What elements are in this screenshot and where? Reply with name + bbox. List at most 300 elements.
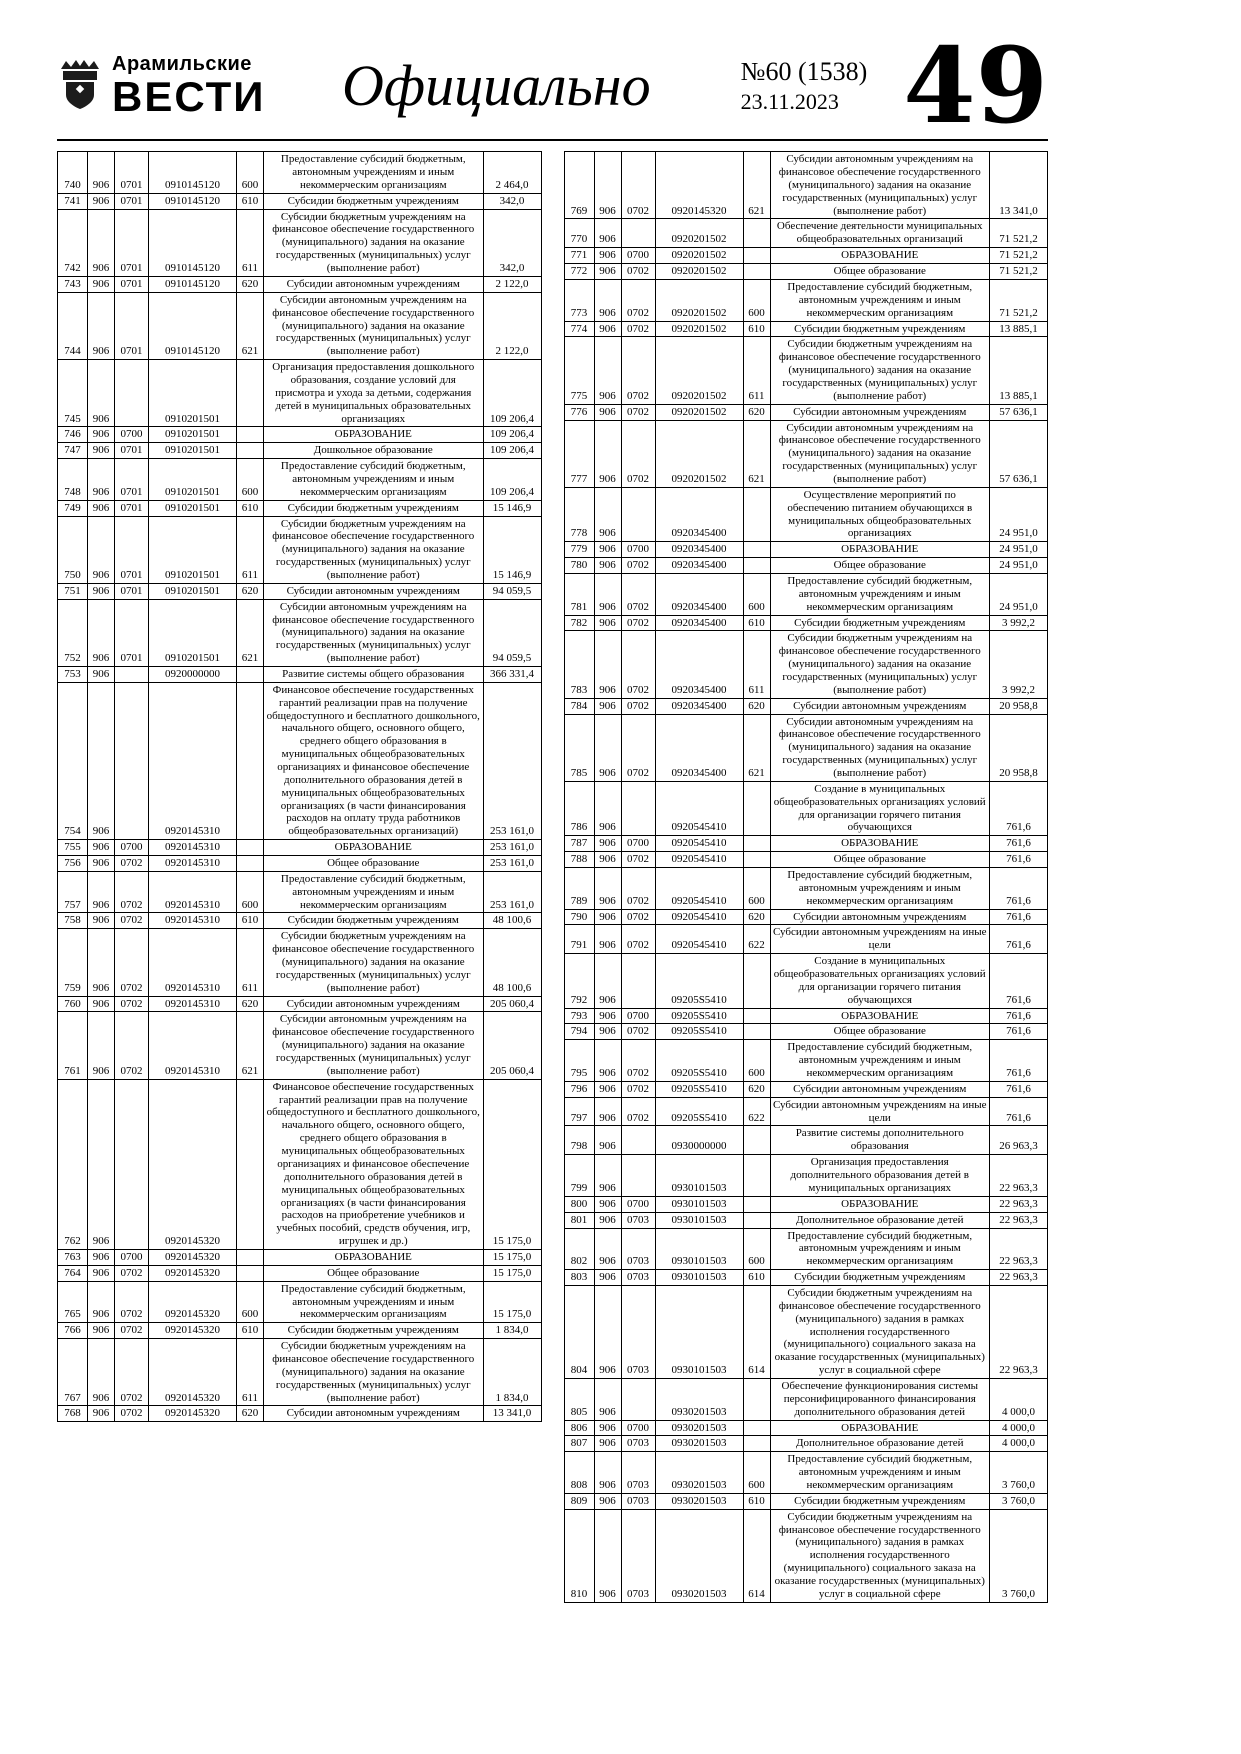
target-article-code: 0920201502 xyxy=(655,420,743,487)
section-code xyxy=(621,954,655,1008)
section-code: 0702 xyxy=(621,337,655,404)
section-code: 0702 xyxy=(621,1097,655,1126)
amount: 71 521,2 xyxy=(990,248,1048,264)
table-row xyxy=(58,840,542,856)
row-number: 807 xyxy=(564,1436,594,1452)
amount: 57 636,1 xyxy=(990,404,1048,420)
description: Субсидии бюджетным учреждениям на финансовое обеспечение государственного (муниципального) задания на оказание государственных (муниципальных) услуг (выполнение работ) xyxy=(264,516,484,583)
section-code: 0702 xyxy=(115,1339,149,1406)
target-article-code: 0920145310 xyxy=(149,913,237,929)
section-code: 0703 xyxy=(621,1452,655,1494)
row-number: 794 xyxy=(564,1024,594,1040)
table-row xyxy=(564,219,1048,248)
expense-type-code: 621 xyxy=(237,292,264,359)
target-article-code: 0920345400 xyxy=(655,615,743,631)
target-article-code: 0920145320 xyxy=(149,1339,237,1406)
description: Предоставление субсидий бюджетным, автономным учреждениям и иным некоммерческим организациям xyxy=(770,279,990,321)
expense-type-code xyxy=(743,1024,770,1040)
page-number: 49 xyxy=(903,24,1048,147)
amount: 20 958,8 xyxy=(990,714,1048,781)
target-article-code: 0920545410 xyxy=(655,852,743,868)
description: Общее образование xyxy=(770,264,990,280)
budget-table-left xyxy=(57,151,542,1422)
section-code: 0700 xyxy=(621,1420,655,1436)
section-code: 0700 xyxy=(115,427,149,443)
row-number: 772 xyxy=(564,264,594,280)
target-article-code: 09205S5410 xyxy=(655,1097,743,1126)
target-article-code: 0920201502 xyxy=(655,219,743,248)
grbs-code: 906 xyxy=(88,1339,115,1406)
table-row xyxy=(564,542,1048,558)
grbs-code: 906 xyxy=(88,871,115,913)
grbs-code: 906 xyxy=(88,1281,115,1323)
target-article-code: 0930101503 xyxy=(655,1212,743,1228)
amount: 22 963,3 xyxy=(990,1212,1048,1228)
target-article-code: 0920545410 xyxy=(655,909,743,925)
table-row xyxy=(58,1265,542,1281)
grbs-code: 906 xyxy=(88,360,115,427)
expense-type-code: 600 xyxy=(237,152,264,194)
expense-type-code: 610 xyxy=(743,615,770,631)
section-code: 0703 xyxy=(621,1228,655,1270)
target-article-code: 0930101503 xyxy=(655,1228,743,1270)
row-number: 779 xyxy=(564,542,594,558)
target-article-code: 0910201501 xyxy=(149,516,237,583)
amount: 24 951,0 xyxy=(990,542,1048,558)
table-row xyxy=(58,209,542,276)
grbs-code: 906 xyxy=(594,487,621,541)
description: Субсидии бюджетным учреждениям на финансовое обеспечение государственного (муниципального) задания на оказание государственных (муниципальных) услуг (выполнение работ) xyxy=(770,337,990,404)
amount: 48 100,6 xyxy=(483,913,541,929)
row-number: 809 xyxy=(564,1493,594,1509)
expense-type-code: 622 xyxy=(743,1097,770,1126)
table-row xyxy=(564,404,1048,420)
grbs-code: 906 xyxy=(594,1097,621,1126)
table-row xyxy=(564,698,1048,714)
row-number: 780 xyxy=(564,558,594,574)
table-row xyxy=(564,836,1048,852)
row-number: 797 xyxy=(564,1097,594,1126)
description: ОБРАЗОВАНИЕ xyxy=(264,427,484,443)
grbs-code: 906 xyxy=(594,321,621,337)
target-article-code: 0920545410 xyxy=(655,781,743,835)
amount: 205 060,4 xyxy=(483,1012,541,1079)
table-row xyxy=(564,1436,1048,1452)
expense-type-code xyxy=(743,954,770,1008)
table-row xyxy=(58,583,542,599)
row-number: 805 xyxy=(564,1378,594,1420)
description: Субсидии автономным учреждениям xyxy=(770,1081,990,1097)
table-row xyxy=(58,913,542,929)
description: Субсидии бюджетным учреждениям xyxy=(264,1323,484,1339)
section-code: 0700 xyxy=(621,248,655,264)
expense-type-code: 600 xyxy=(237,871,264,913)
description: ОБРАЗОВАНИЕ xyxy=(770,542,990,558)
description: Дошкольное образование xyxy=(264,443,484,459)
target-article-code: 0910145120 xyxy=(149,152,237,194)
expense-type-code: 600 xyxy=(743,1452,770,1494)
issue-number: №60 (1538) xyxy=(740,56,868,86)
amount: 3 760,0 xyxy=(990,1493,1048,1509)
section-code: 0701 xyxy=(115,276,149,292)
grbs-code: 906 xyxy=(594,836,621,852)
issue-date: 23.11.2023 xyxy=(740,89,839,115)
row-number: 761 xyxy=(58,1012,88,1079)
description: ОБРАЗОВАНИЕ xyxy=(770,1008,990,1024)
description: Обеспечение деятельности муниципальных общеобразовательных организаций xyxy=(770,219,990,248)
expense-type-code: 621 xyxy=(237,599,264,666)
expense-type-code: 610 xyxy=(743,1493,770,1509)
target-article-code: 0920145320 xyxy=(149,1281,237,1323)
target-article-code: 0920145310 xyxy=(149,929,237,996)
row-number: 803 xyxy=(564,1270,594,1286)
section-code xyxy=(621,1126,655,1155)
expense-type-code xyxy=(743,1420,770,1436)
target-article-code: 0920345400 xyxy=(655,631,743,698)
table-row xyxy=(58,1323,542,1339)
section-code: 0703 xyxy=(621,1285,655,1378)
amount: 71 521,2 xyxy=(990,279,1048,321)
row-number: 740 xyxy=(58,152,88,194)
description: Предоставление субсидий бюджетным, автономным учреждениям и иным некоммерческим организациям xyxy=(770,868,990,910)
table-row xyxy=(564,279,1048,321)
expense-type-code: 600 xyxy=(743,1040,770,1082)
row-number: 767 xyxy=(58,1339,88,1406)
row-number: 754 xyxy=(58,682,88,839)
row-number: 791 xyxy=(564,925,594,954)
expense-type-code xyxy=(237,1079,264,1249)
amount: 57 636,1 xyxy=(990,420,1048,487)
description: Субсидии бюджетным учреждениям на финансовое обеспечение государственного (муниципального) задания на оказание государственных (муниципальных) услуг (выполнение работ) xyxy=(770,631,990,698)
expense-type-code xyxy=(743,852,770,868)
issue-block xyxy=(741,56,868,116)
expense-type-code: 600 xyxy=(743,573,770,615)
amount: 22 963,3 xyxy=(990,1270,1048,1286)
expense-type-code xyxy=(743,781,770,835)
grbs-code: 906 xyxy=(88,1406,115,1422)
description: Субсидии бюджетным учреждениям на финансовое обеспечение государственного (муниципального) задания на оказание государственных (муниципальных) услуг (выполнение работ) xyxy=(264,1339,484,1406)
row-number: 768 xyxy=(58,1406,88,1422)
description: Субсидии автономным учреждениям на финансовое обеспечение государственного (муниципального) задания на оказание государственных (муниципальных) услуг (выполнение работ) xyxy=(770,714,990,781)
expense-type-code: 620 xyxy=(743,909,770,925)
grbs-code: 906 xyxy=(594,248,621,264)
section-code: 0702 xyxy=(115,1323,149,1339)
description: Субсидии автономным учреждениям xyxy=(264,583,484,599)
table-row xyxy=(58,1012,542,1079)
target-article-code: 0930101503 xyxy=(655,1196,743,1212)
expense-type-code xyxy=(237,856,264,872)
expense-type-code xyxy=(743,1155,770,1197)
expense-type-code: 611 xyxy=(237,209,264,276)
table-row xyxy=(564,852,1048,868)
description: Субсидии бюджетным учреждениям на финансовое обеспечение государственного (муниципального) задания на оказание государственных (муниципальных) услуг (выполнение работ) xyxy=(264,209,484,276)
section-code: 0700 xyxy=(115,840,149,856)
section-code: 0702 xyxy=(621,615,655,631)
grbs-code: 906 xyxy=(594,631,621,698)
grbs-code: 906 xyxy=(88,583,115,599)
section-code: 0700 xyxy=(115,1249,149,1265)
section-code: 0702 xyxy=(115,856,149,872)
grbs-code: 906 xyxy=(594,279,621,321)
section-code: 0703 xyxy=(621,1436,655,1452)
section-code xyxy=(115,666,149,682)
section-code: 0702 xyxy=(115,1406,149,1422)
description: Субсидии бюджетным учреждениям xyxy=(264,500,484,516)
target-article-code: 0920201502 xyxy=(655,279,743,321)
amount: 761,6 xyxy=(990,1081,1048,1097)
target-article-code: 0920345400 xyxy=(655,698,743,714)
grbs-code: 906 xyxy=(594,558,621,574)
row-number: 766 xyxy=(58,1323,88,1339)
row-number: 742 xyxy=(58,209,88,276)
target-article-code: 0920345400 xyxy=(655,714,743,781)
section-code: 0701 xyxy=(115,443,149,459)
section-code: 0701 xyxy=(115,209,149,276)
target-article-code: 0920145310 xyxy=(149,996,237,1012)
expense-type-code: 610 xyxy=(743,321,770,337)
grbs-code: 906 xyxy=(88,427,115,443)
section-code: 0701 xyxy=(115,516,149,583)
amount: 15 146,9 xyxy=(483,516,541,583)
row-number: 798 xyxy=(564,1126,594,1155)
target-article-code: 0930000000 xyxy=(655,1126,743,1155)
expense-type-code: 600 xyxy=(743,868,770,910)
section-code: 0702 xyxy=(115,913,149,929)
grbs-code: 906 xyxy=(88,929,115,996)
row-number: 751 xyxy=(58,583,88,599)
amount: 3 760,0 xyxy=(990,1509,1048,1602)
description: ОБРАЗОВАНИЕ xyxy=(264,1249,484,1265)
target-article-code: 09205S5410 xyxy=(655,1081,743,1097)
grbs-code: 906 xyxy=(88,152,115,194)
row-number: 747 xyxy=(58,443,88,459)
table-row xyxy=(564,1040,1048,1082)
description: Дополнительное образование детей xyxy=(770,1212,990,1228)
target-article-code: 0920201502 xyxy=(655,404,743,420)
table-row xyxy=(58,360,542,427)
table-row xyxy=(564,487,1048,541)
grbs-code: 906 xyxy=(88,996,115,1012)
amount: 253 161,0 xyxy=(483,856,541,872)
section-code xyxy=(621,1378,655,1420)
brand-name-label: ВЕСТИ xyxy=(112,72,266,120)
description: Общее образование xyxy=(770,852,990,868)
grbs-code: 906 xyxy=(594,1196,621,1212)
newspaper-brand xyxy=(57,54,272,118)
target-article-code: 0920545410 xyxy=(655,836,743,852)
grbs-code: 906 xyxy=(594,219,621,248)
description: Субсидии бюджетным учреждениям на финансовое обеспечение государственного (муниципального) задания в рамках исполнения государственного (муниципального) социального заказа на оказание государственных (муниципальных) услуг в социальной сфере xyxy=(770,1509,990,1602)
section-code: 0703 xyxy=(621,1509,655,1602)
row-number: 762 xyxy=(58,1079,88,1249)
grbs-code: 906 xyxy=(594,1008,621,1024)
grbs-code: 906 xyxy=(594,1285,621,1378)
brand-text xyxy=(112,54,265,118)
amount: 3 760,0 xyxy=(990,1452,1048,1494)
description: ОБРАЗОВАНИЕ xyxy=(770,836,990,852)
row-number: 804 xyxy=(564,1285,594,1378)
amount: 13 341,0 xyxy=(990,152,1048,219)
target-article-code: 0920145320 xyxy=(149,1249,237,1265)
table-row xyxy=(564,868,1048,910)
amount: 15 175,0 xyxy=(483,1249,541,1265)
amount: 253 161,0 xyxy=(483,840,541,856)
expense-type-code: 611 xyxy=(237,516,264,583)
amount: 253 161,0 xyxy=(483,871,541,913)
expense-type-code xyxy=(743,542,770,558)
expense-type-code: 600 xyxy=(237,1281,264,1323)
amount: 20 958,8 xyxy=(990,698,1048,714)
table-row xyxy=(564,1493,1048,1509)
description: Создание в муниципальных общеобразовательных организациях условий для организации горячего питания обучающихся xyxy=(770,954,990,1008)
target-article-code: 09205S5410 xyxy=(655,1008,743,1024)
expense-type-code xyxy=(743,836,770,852)
row-number: 808 xyxy=(564,1452,594,1494)
section-code: 0701 xyxy=(115,500,149,516)
grbs-code: 906 xyxy=(594,264,621,280)
grbs-code: 906 xyxy=(88,500,115,516)
target-article-code: 0920145320 xyxy=(655,152,743,219)
content-columns xyxy=(57,151,1048,1603)
amount: 761,6 xyxy=(990,954,1048,1008)
target-article-code: 0920145320 xyxy=(149,1265,237,1281)
row-number: 790 xyxy=(564,909,594,925)
target-article-code: 0930201503 xyxy=(655,1493,743,1509)
expense-type-code xyxy=(237,360,264,427)
section-code: 0700 xyxy=(621,542,655,558)
grbs-code: 906 xyxy=(594,698,621,714)
description: Субсидии автономным учреждениям xyxy=(770,404,990,420)
grbs-code: 906 xyxy=(88,209,115,276)
expense-type-code: 610 xyxy=(237,913,264,929)
expense-type-code xyxy=(743,558,770,574)
amount: 761,6 xyxy=(990,1040,1048,1082)
amount: 71 521,2 xyxy=(990,219,1048,248)
description: Субсидии бюджетным учреждениям xyxy=(264,913,484,929)
description: Обеспечение функционирования системы персонифицированного финансирования дополнительного образования детей xyxy=(770,1378,990,1420)
target-article-code: 0920000000 xyxy=(149,666,237,682)
description: Субсидии автономным учреждениям xyxy=(264,996,484,1012)
grbs-code: 906 xyxy=(594,925,621,954)
row-number: 773 xyxy=(564,279,594,321)
brand-top-label: Арамильские xyxy=(112,52,252,75)
row-number: 784 xyxy=(564,698,594,714)
section-code: 0702 xyxy=(621,852,655,868)
expense-type-code: 610 xyxy=(237,193,264,209)
section-code: 0703 xyxy=(621,1493,655,1509)
target-article-code: 0930101503 xyxy=(655,1155,743,1197)
table-row xyxy=(564,1509,1048,1602)
description: Субсидии бюджетным учреждениям на финансовое обеспечение государственного (муниципального) задания на оказание государственных (муниципальных) услуг (выполнение работ) xyxy=(264,929,484,996)
target-article-code: 0930101503 xyxy=(655,1285,743,1378)
row-number: 777 xyxy=(564,420,594,487)
description: Предоставление субсидий бюджетным, автономным учреждениям и иным некоммерческим организациям xyxy=(770,573,990,615)
row-number: 795 xyxy=(564,1040,594,1082)
expense-type-code xyxy=(237,1265,264,1281)
target-article-code: 09205S5410 xyxy=(655,1024,743,1040)
section-code: 0702 xyxy=(621,321,655,337)
description: ОБРАЗОВАНИЕ xyxy=(770,1420,990,1436)
grbs-code: 906 xyxy=(88,913,115,929)
target-article-code: 0910145120 xyxy=(149,193,237,209)
table-row xyxy=(564,615,1048,631)
section-code xyxy=(115,1079,149,1249)
expense-type-code xyxy=(743,219,770,248)
section-code: 0702 xyxy=(115,1265,149,1281)
target-article-code: 0910145120 xyxy=(149,209,237,276)
section-code xyxy=(115,682,149,839)
grbs-code: 906 xyxy=(88,840,115,856)
amount: 109 206,4 xyxy=(483,443,541,459)
expense-type-code: 621 xyxy=(743,152,770,219)
table-row xyxy=(58,871,542,913)
grbs-code: 906 xyxy=(594,1228,621,1270)
amount: 48 100,6 xyxy=(483,929,541,996)
row-number: 778 xyxy=(564,487,594,541)
description: Общее образование xyxy=(770,558,990,574)
target-article-code: 0910201501 xyxy=(149,500,237,516)
grbs-code: 906 xyxy=(594,1420,621,1436)
amount: 4 000,0 xyxy=(990,1378,1048,1420)
section-code: 0702 xyxy=(115,1281,149,1323)
amount: 3 992,2 xyxy=(990,615,1048,631)
row-number: 770 xyxy=(564,219,594,248)
amount: 109 206,4 xyxy=(483,427,541,443)
row-number: 752 xyxy=(58,599,88,666)
row-number: 756 xyxy=(58,856,88,872)
grbs-code: 906 xyxy=(594,1212,621,1228)
amount: 761,6 xyxy=(990,1008,1048,1024)
expense-type-code: 610 xyxy=(237,1323,264,1339)
grbs-code: 906 xyxy=(88,1079,115,1249)
section-code: 0701 xyxy=(115,599,149,666)
grbs-code: 906 xyxy=(594,337,621,404)
expense-type-code xyxy=(237,682,264,839)
section-code: 0701 xyxy=(115,193,149,209)
amount: 15 146,9 xyxy=(483,500,541,516)
section-code: 0702 xyxy=(621,868,655,910)
amount: 94 059,5 xyxy=(483,583,541,599)
row-number: 743 xyxy=(58,276,88,292)
table-row xyxy=(58,856,542,872)
target-article-code: 0920201502 xyxy=(655,264,743,280)
grbs-code: 906 xyxy=(594,852,621,868)
row-number: 781 xyxy=(564,573,594,615)
table-row xyxy=(564,954,1048,1008)
table-row xyxy=(58,276,542,292)
target-article-code: 0910201501 xyxy=(149,443,237,459)
target-article-code: 0910201501 xyxy=(149,599,237,666)
section-code: 0702 xyxy=(621,558,655,574)
target-article-code: 0920145310 xyxy=(149,682,237,839)
amount: 205 060,4 xyxy=(483,996,541,1012)
table-row xyxy=(564,631,1048,698)
row-number: 792 xyxy=(564,954,594,1008)
table-row xyxy=(564,1155,1048,1197)
expense-type-code: 600 xyxy=(743,279,770,321)
amount: 4 000,0 xyxy=(990,1420,1048,1436)
amount: 366 331,4 xyxy=(483,666,541,682)
description: Общее образование xyxy=(264,856,484,872)
grbs-code: 906 xyxy=(594,1155,621,1197)
target-article-code: 0920145310 xyxy=(149,840,237,856)
section-code: 0702 xyxy=(115,929,149,996)
section-code: 0700 xyxy=(621,1196,655,1212)
grbs-code: 906 xyxy=(594,573,621,615)
description: Субсидии автономным учреждениям на финансовое обеспечение государственного (муниципального) задания на оказание государственных (муниципальных) услуг (выполнение работ) xyxy=(770,152,990,219)
grbs-code: 906 xyxy=(88,1323,115,1339)
amount: 15 175,0 xyxy=(483,1265,541,1281)
